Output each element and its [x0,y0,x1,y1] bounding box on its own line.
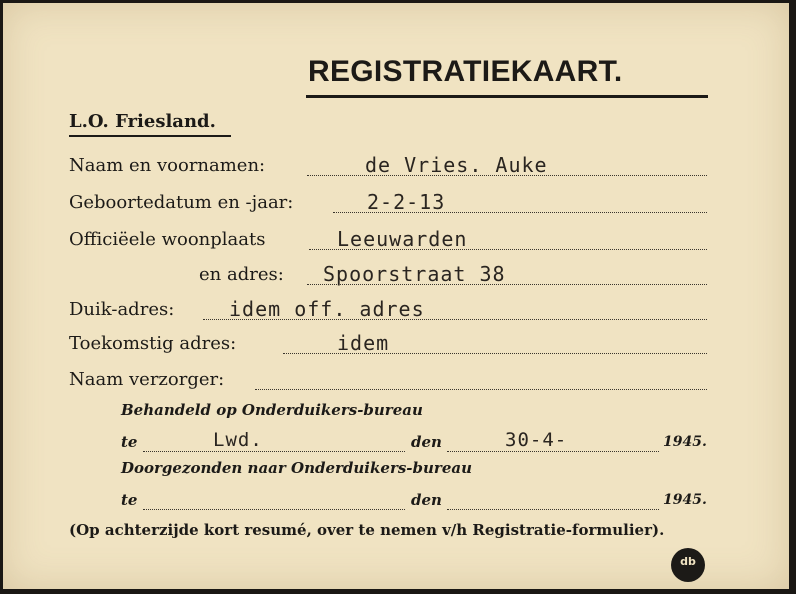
behandeld-te-label: te [121,433,138,451]
behandeld-den-label: den [411,433,442,451]
field-woonplaats-label: Officiëele woonplaats [69,229,266,250]
behandeld-row [121,429,709,457]
doorgezonden-den-line [447,507,659,510]
organization-label: L.O. Friesland. [69,111,216,132]
behandeld-te-line [143,449,405,452]
title-underline [306,95,708,98]
card-title: REGISTRATIEKAART. [308,55,623,88]
doorgezonden-heading: Doorgezonden naar Onderduikers-bureau [121,459,472,477]
printer-logo: db [671,548,705,582]
doorgezonden-den-label: den [411,491,442,509]
behandeld-den-value: 30-4- [505,429,568,451]
field-woonplaats [69,227,709,255]
field-duik-adres-label: Duik-adres: [69,299,175,320]
doorgezonden-year: 1945. [663,492,707,508]
field-geboortedatum-value: 2-2-13 [367,190,446,214]
organization-underline [69,135,231,137]
field-toekomstig-adres-label: Toekomstig adres: [69,333,237,354]
doorgezonden-te-line [143,507,405,510]
field-geboortedatum-label: Geboortedatum en -jaar: [69,192,294,213]
registration-card [3,3,789,589]
field-toekomstig-adres-value: idem [337,331,390,355]
behandeld-te-value: Lwd. [213,429,263,451]
field-verzorger-label: Naam verzorger: [69,369,225,390]
field-verzorger [69,367,709,395]
field-toekomstig-adres [69,331,709,359]
field-duik-adres [69,297,709,325]
field-duik-adres-value: idem off. adres [229,297,425,321]
field-adres-value: Spoorstraat 38 [323,262,506,286]
behandeld-heading: Behandeld op Onderduikers-bureau [121,401,423,419]
doorgezonden-row [121,487,709,515]
doorgezonden-te-label: te [121,491,138,509]
field-verzorger-line [255,387,707,390]
field-naam-label: Naam en voornamen: [69,155,266,176]
field-adres [69,262,709,290]
behandeld-year: 1945. [663,434,707,450]
field-naam [69,153,709,181]
field-naam-value: de Vries. Auke [365,153,548,177]
footer-note: (Op achterzijde kort resumé, over te nemen v/h Registratie-formulier). [69,521,665,539]
field-woonplaats-value: Leeuwarden [337,227,468,251]
field-adres-label: en adres: [199,264,284,285]
field-geboortedatum [69,190,709,218]
